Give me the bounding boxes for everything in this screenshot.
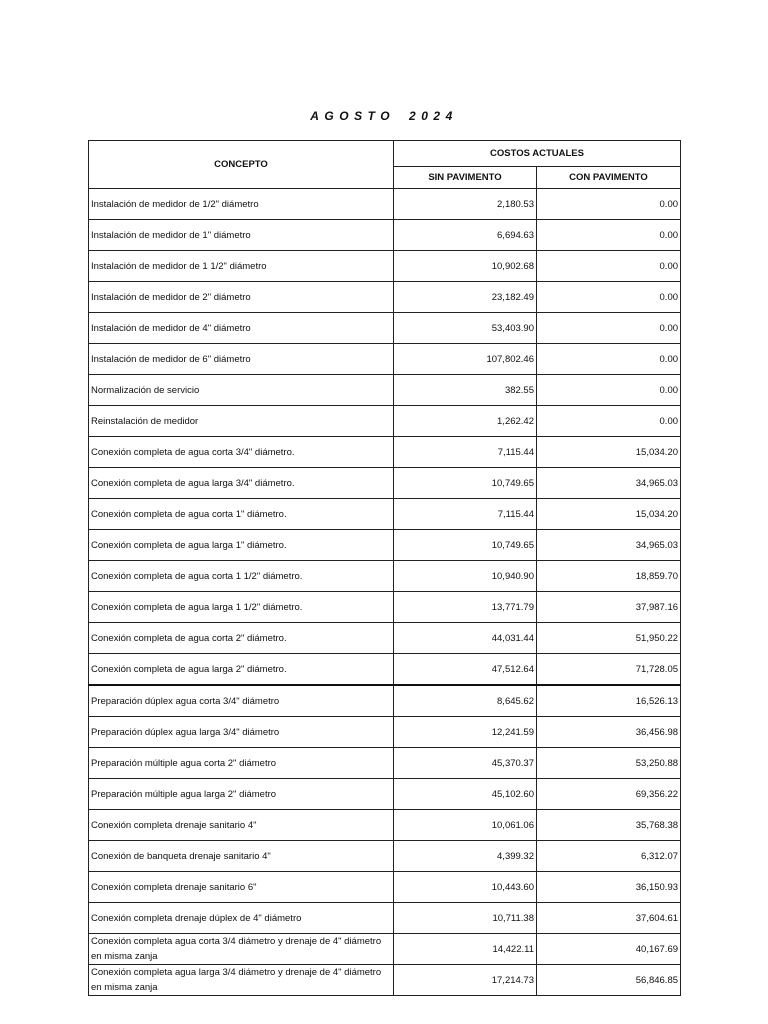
row-con-pavimento: 53,250.88 bbox=[537, 748, 681, 779]
table-row bbox=[89, 685, 681, 717]
table-body bbox=[89, 189, 681, 996]
header-costos-actuales: COSTOS ACTUALES bbox=[394, 141, 681, 167]
row-sin-pavimento: 4,399.32 bbox=[394, 841, 537, 872]
row-con-pavimento: 0.00 bbox=[537, 282, 681, 313]
row-con-pavimento: 16,526.13 bbox=[537, 685, 681, 717]
row-concept: Reinstalación de medidor bbox=[89, 406, 394, 437]
row-sin-pavimento: 107,802.46 bbox=[394, 344, 537, 375]
row-sin-pavimento: 10,749.65 bbox=[394, 530, 537, 561]
row-con-pavimento: 0.00 bbox=[537, 344, 681, 375]
row-concept: Instalación de medidor de 1" diámetro bbox=[89, 220, 394, 251]
row-con-pavimento: 15,034.20 bbox=[537, 499, 681, 530]
table-row bbox=[89, 282, 681, 313]
table-row bbox=[89, 561, 681, 592]
document-title bbox=[0, 109, 768, 123]
row-concept: Preparación dúplex agua corta 3/4" diámetro bbox=[89, 685, 394, 717]
row-con-pavimento: 40,167.69 bbox=[537, 934, 681, 965]
row-con-pavimento: 56,846.85 bbox=[537, 965, 681, 996]
row-sin-pavimento: 47,512.64 bbox=[394, 654, 537, 686]
row-concept: Conexión completa agua corta 3/4 diámetro y drenaje de 4" diámetro en misma zanja bbox=[89, 934, 394, 965]
row-concept: Conexión completa drenaje dúplex de 4" diámetro bbox=[89, 903, 394, 934]
row-sin-pavimento: 7,115.44 bbox=[394, 499, 537, 530]
table-row bbox=[89, 344, 681, 375]
row-sin-pavimento: 10,711.38 bbox=[394, 903, 537, 934]
row-sin-pavimento: 1,262.42 bbox=[394, 406, 537, 437]
row-concept: Conexión completa de agua larga 2" diámetro. bbox=[89, 654, 394, 686]
row-sin-pavimento: 53,403.90 bbox=[394, 313, 537, 344]
table-row bbox=[89, 748, 681, 779]
row-sin-pavimento: 45,370.37 bbox=[394, 748, 537, 779]
row-sin-pavimento: 14,422.11 bbox=[394, 934, 537, 965]
row-con-pavimento: 34,965.03 bbox=[537, 530, 681, 561]
row-sin-pavimento: 12,241.59 bbox=[394, 717, 537, 748]
row-con-pavimento: 0.00 bbox=[537, 375, 681, 406]
row-concept: Conexión completa agua larga 3/4 diámetro y drenaje de 4" diámetro en misma zanja bbox=[89, 965, 394, 996]
table-row bbox=[89, 717, 681, 748]
row-sin-pavimento: 2,180.53 bbox=[394, 189, 537, 220]
table-row bbox=[89, 965, 681, 996]
row-con-pavimento: 6,312.07 bbox=[537, 841, 681, 872]
row-concept: Instalación de medidor de 1 1/2" diámetro bbox=[89, 251, 394, 282]
table-row bbox=[89, 623, 681, 654]
header-concept: CONCEPTO bbox=[89, 141, 394, 189]
row-con-pavimento: 51,950.22 bbox=[537, 623, 681, 654]
row-concept: Conexión completa drenaje sanitario 4" bbox=[89, 810, 394, 841]
row-con-pavimento: 0.00 bbox=[537, 220, 681, 251]
row-con-pavimento: 36,456.98 bbox=[537, 717, 681, 748]
costs-table bbox=[88, 140, 681, 996]
row-concept: Preparación múltiple agua larga 2" diámetro bbox=[89, 779, 394, 810]
table-row bbox=[89, 654, 681, 686]
row-concept: Conexión completa de agua larga 3/4" diámetro. bbox=[89, 468, 394, 499]
row-sin-pavimento: 10,443.60 bbox=[394, 872, 537, 903]
table-row bbox=[89, 406, 681, 437]
row-concept: Conexión de banqueta drenaje sanitario 4" bbox=[89, 841, 394, 872]
row-con-pavimento: 37,987.16 bbox=[537, 592, 681, 623]
row-concept: Conexión completa de agua corta 1" diámetro. bbox=[89, 499, 394, 530]
table-row bbox=[89, 592, 681, 623]
row-con-pavimento: 71,728.05 bbox=[537, 654, 681, 686]
table-row bbox=[89, 220, 681, 251]
row-sin-pavimento: 7,115.44 bbox=[394, 437, 537, 468]
row-concept: Normalización de servicio bbox=[89, 375, 394, 406]
row-sin-pavimento: 23,182.49 bbox=[394, 282, 537, 313]
table-row bbox=[89, 251, 681, 282]
row-concept: Conexión completa de agua corta 2" diámetro. bbox=[89, 623, 394, 654]
row-con-pavimento: 69,356.22 bbox=[537, 779, 681, 810]
row-sin-pavimento: 10,902.68 bbox=[394, 251, 537, 282]
title-month: AGOSTO bbox=[310, 109, 396, 123]
row-concept: Instalación de medidor de 4" diámetro bbox=[89, 313, 394, 344]
table-row bbox=[89, 872, 681, 903]
row-sin-pavimento: 10,940.90 bbox=[394, 561, 537, 592]
row-sin-pavimento: 17,214.73 bbox=[394, 965, 537, 996]
row-con-pavimento: 0.00 bbox=[537, 251, 681, 282]
table-row bbox=[89, 437, 681, 468]
table-row bbox=[89, 375, 681, 406]
row-concept: Preparación múltiple agua corta 2" diámetro bbox=[89, 748, 394, 779]
table-row bbox=[89, 934, 681, 965]
row-concept: Instalación de medidor de 1/2" diámetro bbox=[89, 189, 394, 220]
table-row bbox=[89, 468, 681, 499]
table-row bbox=[89, 189, 681, 220]
title-year: 2024 bbox=[409, 109, 458, 123]
row-con-pavimento: 0.00 bbox=[537, 406, 681, 437]
row-con-pavimento: 34,965.03 bbox=[537, 468, 681, 499]
row-con-pavimento: 36,150.93 bbox=[537, 872, 681, 903]
header-con-pavimento: CON PAVIMENTO bbox=[537, 167, 681, 189]
row-con-pavimento: 0.00 bbox=[537, 189, 681, 220]
table-row bbox=[89, 313, 681, 344]
row-concept: Conexión completa drenaje sanitario 6" bbox=[89, 872, 394, 903]
row-sin-pavimento: 10,749.65 bbox=[394, 468, 537, 499]
row-con-pavimento: 18,859.70 bbox=[537, 561, 681, 592]
row-sin-pavimento: 382.55 bbox=[394, 375, 537, 406]
row-sin-pavimento: 8,645.62 bbox=[394, 685, 537, 717]
row-con-pavimento: 35,768.38 bbox=[537, 810, 681, 841]
table-row bbox=[89, 841, 681, 872]
row-concept: Instalación de medidor de 2" diámetro bbox=[89, 282, 394, 313]
row-concept: Conexión completa de agua larga 1" diámetro. bbox=[89, 530, 394, 561]
row-con-pavimento: 15,034.20 bbox=[537, 437, 681, 468]
row-con-pavimento: 0.00 bbox=[537, 313, 681, 344]
row-con-pavimento: 37,604.61 bbox=[537, 903, 681, 934]
row-concept: Preparación dúplex agua larga 3/4" diámetro bbox=[89, 717, 394, 748]
row-sin-pavimento: 13,771.79 bbox=[394, 592, 537, 623]
row-sin-pavimento: 44,031.44 bbox=[394, 623, 537, 654]
table-row bbox=[89, 499, 681, 530]
row-concept: Conexión completa de agua corta 3/4" diámetro. bbox=[89, 437, 394, 468]
table-row bbox=[89, 530, 681, 561]
row-concept: Conexión completa de agua larga 1 1/2" diámetro. bbox=[89, 592, 394, 623]
table-row bbox=[89, 779, 681, 810]
header-sin-pavimento: SIN PAVIMENTO bbox=[394, 167, 537, 189]
table-row bbox=[89, 810, 681, 841]
row-concept: Conexión completa de agua corta 1 1/2" diámetro. bbox=[89, 561, 394, 592]
row-sin-pavimento: 6,694.63 bbox=[394, 220, 537, 251]
row-sin-pavimento: 10,061.06 bbox=[394, 810, 537, 841]
table-row bbox=[89, 903, 681, 934]
row-sin-pavimento: 45,102.60 bbox=[394, 779, 537, 810]
row-concept: Instalación de medidor de 6" diámetro bbox=[89, 344, 394, 375]
